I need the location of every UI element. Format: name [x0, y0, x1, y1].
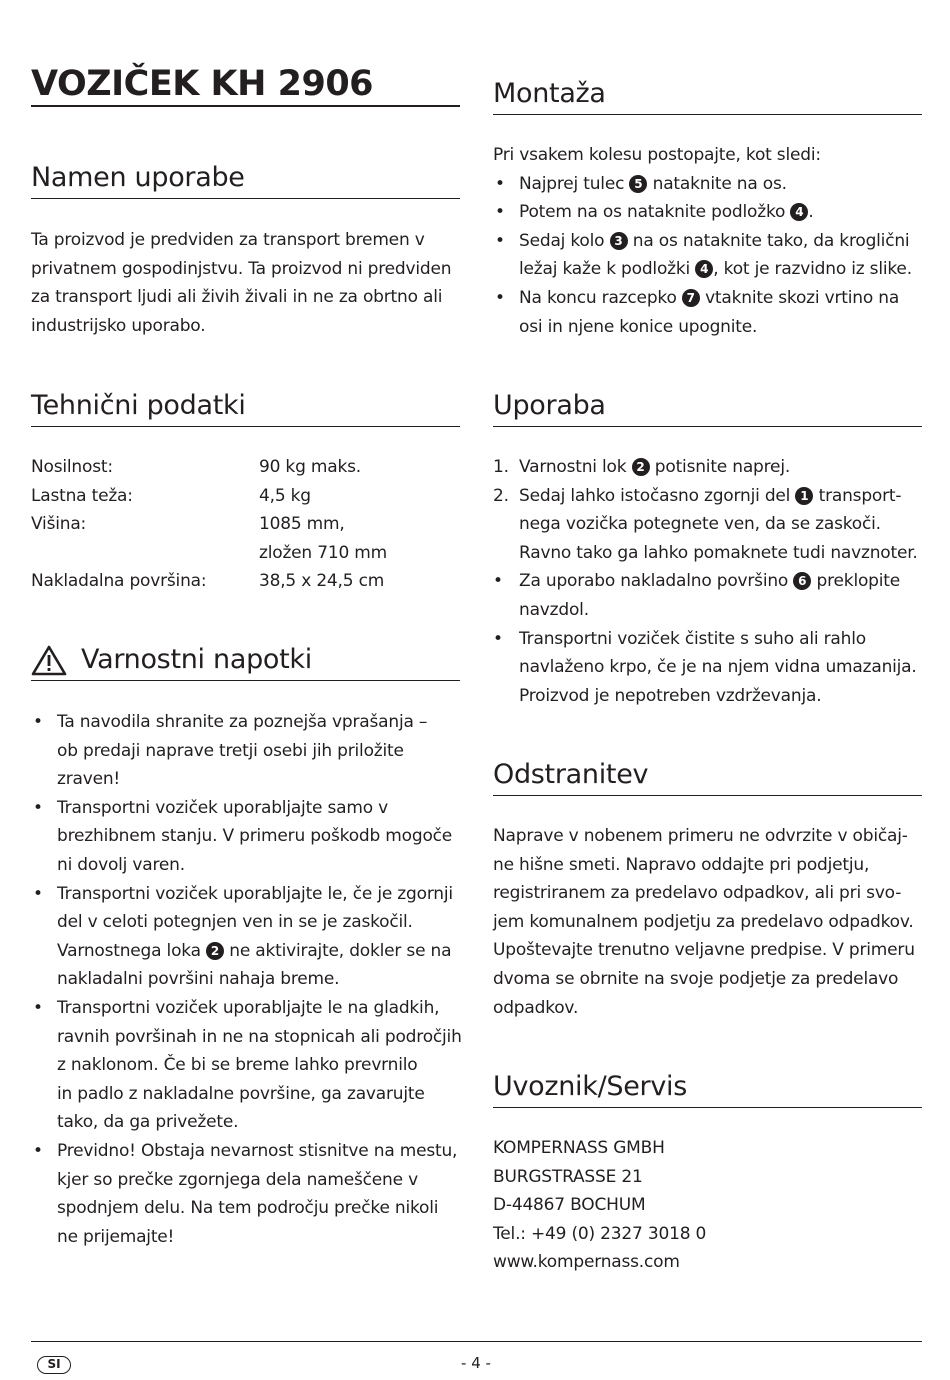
part-number-badge: 2 [632, 458, 650, 476]
list-item [493, 567, 922, 624]
list-item-line [519, 567, 922, 596]
line-text: na os nataknite tako, da kroglični [627, 230, 910, 251]
list-item-line: Transportni voziček čistite s suho ali rahlo [519, 628, 866, 649]
line-text: , kot je razvidno iz slike. [713, 259, 912, 280]
line-text: . [808, 202, 814, 223]
list-item-line: ob predaji naprave tretji osebi jih priložite [57, 740, 404, 761]
spec-label: Nakladalna površina: [31, 571, 207, 592]
list-item-line: in padlo z nakladalne površine, ga zavarujte [57, 1083, 425, 1104]
safety-list [31, 708, 460, 1251]
bullet-icon: • [33, 997, 43, 1018]
list-item-line: Transportni voziček uporabljajte le na gladkih, [57, 997, 440, 1018]
text-line: jem komunalnem podjetju za predelavo odpadkov. [493, 911, 914, 932]
part-number-badge: 6 [793, 572, 811, 590]
text-line: Upoštevajte trenutno veljavne predpise. V primeru [493, 940, 915, 961]
list-item-line: del v celoti potegnjen ven in se je zaskočil. [57, 912, 413, 933]
list-item [493, 284, 922, 341]
spec-value: 38,5 x 24,5 cm [259, 571, 385, 592]
list-item-line: Ravno tako ga lahko pomaknete tudi navznoter. [519, 542, 918, 563]
line-text: ne aktivirajte, dokler se na [224, 940, 452, 961]
bullet-icon: • [495, 202, 505, 223]
namen-text [31, 226, 460, 340]
line-text: Najprej tulec [519, 173, 630, 194]
montaza-heading: Montaža [493, 76, 922, 115]
spec-row [31, 453, 460, 482]
list-item [31, 994, 460, 1137]
text-line: industrijsko uporabo. [31, 315, 206, 336]
list-item-line: nakladalni površini nahaja breme. [57, 969, 340, 990]
list-item-line: ni dovolj varen. [57, 854, 185, 875]
list-item-line: zraven! [57, 769, 121, 790]
line-text: Varnostnega loka [57, 940, 207, 961]
spec-row [31, 567, 460, 596]
text-line: BURGSTRASSE 21 [493, 1166, 643, 1187]
list-marker: • [493, 628, 503, 649]
list-marker: 1. [493, 457, 509, 477]
part-number-badge: 7 [682, 289, 700, 307]
namen-heading: Namen uporabe [31, 160, 460, 199]
line-text: ležaj kaže k podložki [519, 259, 696, 280]
bullet-icon: • [33, 712, 43, 732]
text-line: Naprave v nobenem primeru ne odvrzite v običaj- [493, 826, 908, 846]
line-text: Za uporabo nakladalno površino [519, 571, 794, 592]
uporaba-heading: Uporaba [493, 388, 922, 427]
footer-divider [31, 1341, 922, 1342]
list-marker: 2. [493, 485, 509, 506]
text-line: ne hišne smeti. Napravo oddajte pri podjetju, [493, 854, 870, 875]
line-text: Sedaj lahko istočasno zgornji del [519, 485, 796, 506]
text-line: registriranem za predelavo odpadkov, ali pri svo- [493, 883, 902, 904]
list-item-line: Proizvod je nepotreben vzdrževanja. [519, 685, 822, 706]
part-number-badge: 4 [695, 260, 713, 278]
list-item-line: Transportni voziček uporabljajte samo v [57, 797, 389, 818]
spec-row [31, 510, 460, 539]
list-item-line: osi in njene konice upognite. [519, 316, 758, 337]
page-title: VOZIČEK KH 2906 [31, 62, 460, 107]
uporaba-list [493, 453, 922, 710]
list-item-line: z naklonom. Če bi se breme lahko prevrnilo [57, 1055, 418, 1076]
page-number: - 4 - [461, 1354, 491, 1372]
bullet-icon: • [495, 173, 505, 194]
montaza-intro: Pri vsakem kolesu postopajte, kot sledi: [493, 145, 821, 165]
bullet-icon: • [495, 287, 505, 308]
tech-specs-table [31, 453, 460, 596]
list-item-line: Previdno! Obstaja nevarnost stisnitve na mestu, [57, 1140, 458, 1161]
uvoznik-heading: Uvoznik/Servis [493, 1069, 922, 1108]
line-text: vtaknite skozi vrtino na [699, 287, 900, 308]
list-item-line [519, 170, 922, 199]
list-item [31, 1137, 460, 1251]
text-line: KOMPERNASS GMBH [493, 1138, 665, 1158]
montaza-list [493, 170, 922, 342]
part-number-badge: 3 [610, 232, 628, 250]
spec-value: 90 kg maks. [259, 457, 361, 477]
list-item-line: nega vozička potegnete ven, da se zaskoči. [519, 514, 881, 535]
list-item [493, 453, 922, 482]
bullet-icon: • [33, 883, 43, 904]
list-item-line: Transportni voziček uporabljajte le, če je zgornji [57, 883, 453, 904]
text-line: dvoma se obrnite na svoje podjetje za predelavo [493, 968, 899, 989]
spec-value: zložen 710 mm [259, 542, 387, 563]
list-item [493, 198, 922, 227]
line-text: Varnostni lok [519, 457, 632, 477]
list-item-line: navlaženo krpo, če je na njem vidna umazanija. [519, 657, 917, 678]
line-text: transport- [813, 485, 902, 506]
list-item-line: ravnih površinah in ne na stopnicah ali področjih [57, 1026, 462, 1047]
spec-row [31, 539, 460, 568]
list-item-line: spodnjem delu. Na tem področju prečke nikoli [57, 1198, 439, 1219]
text-line: D-44867 BOCHUM [493, 1195, 646, 1216]
warning-triangle-icon [31, 644, 67, 686]
list-item-line: brezhibnem stanju. V primeru poškodb mogoče [57, 826, 453, 847]
tech-heading: Tehnični podatki [31, 388, 460, 427]
spec-value: 1085 mm, [259, 514, 345, 535]
list-item [31, 794, 460, 880]
odstranitev-text [493, 822, 922, 1022]
text-line: www.kompernass.com [493, 1252, 680, 1273]
spec-row [31, 482, 460, 511]
list-item-line: Ta navodila shranite za poznejša vprašanja – [57, 712, 428, 732]
spec-label: Nosilnost: [31, 457, 113, 477]
uvoznik-address [493, 1134, 922, 1277]
list-item [493, 625, 922, 711]
spec-value: 4,5 kg [259, 485, 311, 506]
text-line: odpadkov. [493, 997, 579, 1018]
spec-label: Lastna teža: [31, 485, 133, 506]
list-marker: • [493, 571, 503, 592]
list-item-line [519, 255, 922, 284]
line-text: potisnite naprej. [649, 457, 791, 477]
line-text: Sedaj kolo [519, 230, 610, 251]
list-item-line [57, 937, 460, 966]
language-badge: SI [37, 1356, 71, 1374]
part-number-badge: 1 [795, 487, 813, 505]
text-line: Tel.: +49 (0) 2327 3018 0 [493, 1223, 707, 1244]
list-item [31, 880, 460, 994]
list-item-line: tako, da ga privežete. [57, 1112, 239, 1133]
bullet-icon: • [33, 797, 43, 818]
list-item-line [519, 198, 922, 227]
text-line: Ta proizvod je predviden za transport bremen v [31, 230, 425, 250]
text-line: za transport ljudi ali živih živali in ne za obrtno ali [31, 287, 443, 308]
list-item-line: kjer so prečke zgornjega dela nameščene v [57, 1169, 418, 1190]
bullet-icon: • [33, 1140, 43, 1161]
safety-heading [31, 642, 460, 681]
list-item-line: ne prijemajte! [57, 1226, 175, 1247]
part-number-badge: 4 [790, 203, 808, 221]
text-line: privatnem gospodinjstvu. Ta proizvod ni predviden [31, 258, 452, 279]
part-number-badge: 5 [629, 175, 647, 193]
line-text: Potem na os nataknite podložko [519, 202, 791, 223]
list-item [493, 227, 922, 284]
safety-heading-label: Varnostni napotki [81, 644, 312, 675]
list-item-line: navzdol. [519, 599, 589, 620]
line-text: Na koncu razcepko [519, 287, 682, 308]
list-item-line [519, 482, 922, 511]
bullet-icon: • [495, 230, 505, 251]
line-text: preklopite [811, 571, 901, 592]
odstranitev-heading: Odstranitev [493, 757, 922, 796]
list-item-line [519, 284, 922, 313]
list-item [31, 708, 460, 794]
list-item-line [519, 453, 922, 482]
spec-label: Višina: [31, 514, 87, 535]
spec-label [31, 539, 259, 568]
list-item [493, 170, 922, 199]
line-text: nataknite na os. [647, 173, 787, 194]
list-item-line [519, 227, 922, 256]
list-item [493, 482, 922, 568]
part-number-badge: 2 [206, 942, 224, 960]
